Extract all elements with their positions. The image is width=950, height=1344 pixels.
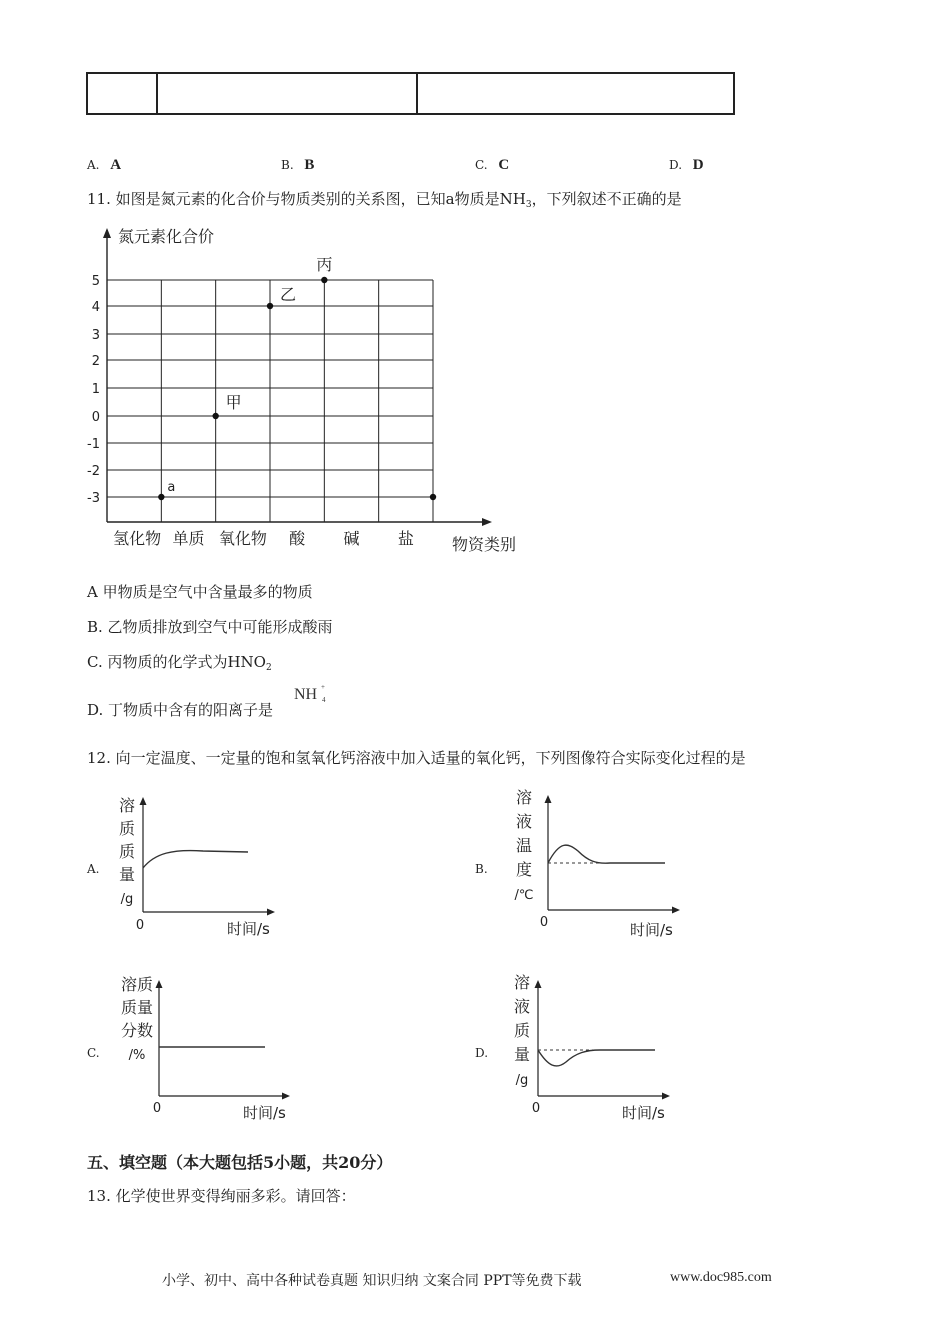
answer-table bbox=[86, 72, 735, 115]
data-point bbox=[267, 303, 273, 309]
y-axis-label: 量 bbox=[513, 1045, 531, 1064]
y-axis-arrow bbox=[156, 980, 163, 988]
category-label: 氧化物 bbox=[218, 529, 267, 548]
y-axis-label: /g bbox=[120, 892, 134, 907]
y-axis-label: 质 bbox=[118, 819, 136, 838]
y-tick-label: 4 bbox=[91, 300, 100, 315]
y-tick-label: -3 bbox=[87, 491, 100, 506]
y-axis-arrow bbox=[535, 980, 542, 988]
category-label: 碱 bbox=[343, 529, 360, 548]
choice-11-b[interactable]: B. 乙物质排放到空气中可能形成酸雨 bbox=[87, 618, 333, 636]
y-axis-arrow bbox=[103, 228, 111, 238]
y-axis-label: 液 bbox=[513, 997, 531, 1016]
point-label: 丙 bbox=[316, 255, 333, 274]
y-axis-label: 质 bbox=[118, 842, 136, 861]
y-tick-label: 5 bbox=[91, 274, 100, 289]
y-axis-label: 度 bbox=[515, 860, 533, 879]
category-label: 氢化物 bbox=[113, 529, 162, 548]
x-axis-arrow bbox=[662, 1093, 670, 1100]
graph-option-d-label[interactable]: D. bbox=[475, 1046, 489, 1060]
y-axis-label: 溶 bbox=[118, 796, 136, 815]
choice-11-c[interactable]: C. 丙物质的化学式为$HNO_2$ bbox=[87, 653, 272, 673]
curve bbox=[538, 1050, 655, 1066]
option-d[interactable]: D. D bbox=[669, 157, 704, 173]
choice-11-d[interactable]: D. 丁物质中含有的阳离子是 bbox=[87, 701, 274, 719]
question-13-stem: 13. 化学使世界变得绚丽多彩。请回答： bbox=[87, 1187, 356, 1205]
y-axis-label: 温 bbox=[515, 836, 533, 855]
origin-label: 0 bbox=[135, 918, 145, 933]
y-axis-label: 分数 bbox=[120, 1021, 154, 1040]
table-cell bbox=[87, 73, 157, 114]
x-axis-arrow bbox=[267, 909, 275, 916]
graph-d[interactable] bbox=[500, 968, 680, 1128]
footer-text: 小学、初中、高中各种试卷真题 知识归纳 文案合同 PPT等免费下载 bbox=[162, 1273, 582, 1289]
y-tick-label: 1 bbox=[91, 382, 100, 397]
x-axis-arrow bbox=[282, 1093, 290, 1100]
y-axis-label: 溶质 bbox=[120, 975, 154, 994]
category-label: 单质 bbox=[172, 529, 205, 548]
y-tick-label: 3 bbox=[91, 328, 100, 343]
data-point bbox=[321, 277, 327, 283]
y-axis-arrow bbox=[545, 795, 552, 803]
origin-label: 0 bbox=[152, 1101, 162, 1116]
point-label: 乙 bbox=[280, 285, 297, 304]
category-label: 盐 bbox=[397, 529, 414, 548]
data-point bbox=[430, 494, 436, 500]
category-label: 酸 bbox=[289, 529, 306, 548]
table-cell bbox=[417, 73, 734, 114]
x-axis-label: 物资类别 bbox=[452, 535, 517, 554]
question-12-stem: 12. 向一定温度、一定量的饱和氢氧化钙溶液中加入适量的氧化钙，下列图像符合实际变化过程的是 bbox=[87, 749, 746, 767]
graph-b[interactable] bbox=[500, 785, 690, 940]
x-axis-label: 时间/s bbox=[243, 1104, 286, 1122]
y-tick-label: 0 bbox=[91, 410, 100, 425]
x-axis-label: 时间/s bbox=[227, 920, 270, 938]
graph-option-b-label[interactable]: B. bbox=[475, 862, 488, 876]
data-point bbox=[212, 413, 218, 419]
origin-label: 0 bbox=[531, 1101, 541, 1116]
option-b[interactable]: B. B bbox=[281, 157, 315, 173]
y-axis-label: 氮元素化合价 bbox=[118, 227, 215, 246]
graph-c[interactable] bbox=[105, 968, 295, 1128]
point-label: 甲 bbox=[225, 393, 242, 412]
section-title: 五、填空题（本大题包括5小题，共20分） bbox=[87, 1153, 393, 1172]
x-axis-label: 时间/s bbox=[630, 921, 673, 939]
y-axis-label: 量 bbox=[118, 865, 136, 884]
graph-a[interactable] bbox=[105, 785, 285, 940]
origin-label: 0 bbox=[539, 915, 549, 930]
table-cell bbox=[157, 73, 417, 114]
y-tick-label: -2 bbox=[87, 464, 100, 479]
y-axis-label: 质量 bbox=[120, 998, 154, 1017]
curve bbox=[143, 851, 248, 868]
graph-option-a-label[interactable]: A. bbox=[87, 862, 100, 876]
y-axis-label: /g bbox=[515, 1073, 529, 1088]
choice-11-a[interactable]: A 甲物质是空气中含量最多的物质 bbox=[87, 583, 313, 601]
y-axis-label: 溶 bbox=[513, 973, 531, 992]
y-axis-arrow bbox=[140, 797, 147, 805]
y-axis-label: 溶 bbox=[515, 788, 533, 807]
graph-option-c-label[interactable]: C. bbox=[87, 1046, 100, 1060]
y-axis-label: /% bbox=[128, 1048, 146, 1063]
data-point bbox=[158, 494, 164, 500]
y-tick-label: -1 bbox=[87, 437, 100, 452]
y-tick-label: 2 bbox=[91, 354, 100, 369]
question-11-stem: 11. 如图是氮元素的化合价与物质类别的关系图，已知a物质是$NH_3$，下列叙述不正确的是 bbox=[87, 190, 682, 210]
curve bbox=[548, 845, 665, 863]
x-axis-arrow bbox=[672, 907, 680, 914]
x-axis-label: 时间/s bbox=[622, 1104, 665, 1122]
footer-url[interactable]: www.doc985.com bbox=[670, 1270, 772, 1285]
y-axis-label: 液 bbox=[515, 812, 533, 831]
y-axis-label: /℃ bbox=[514, 888, 534, 903]
y-axis-label: 质 bbox=[513, 1021, 531, 1040]
x-axis-arrow bbox=[482, 518, 492, 526]
option-a[interactable]: A. A bbox=[87, 157, 122, 173]
ammonium-ion: NH + 4 bbox=[294, 683, 326, 704]
point-label: a bbox=[167, 480, 176, 495]
option-c[interactable]: C. C bbox=[475, 157, 510, 173]
nitrogen-valence-chart bbox=[80, 220, 540, 560]
